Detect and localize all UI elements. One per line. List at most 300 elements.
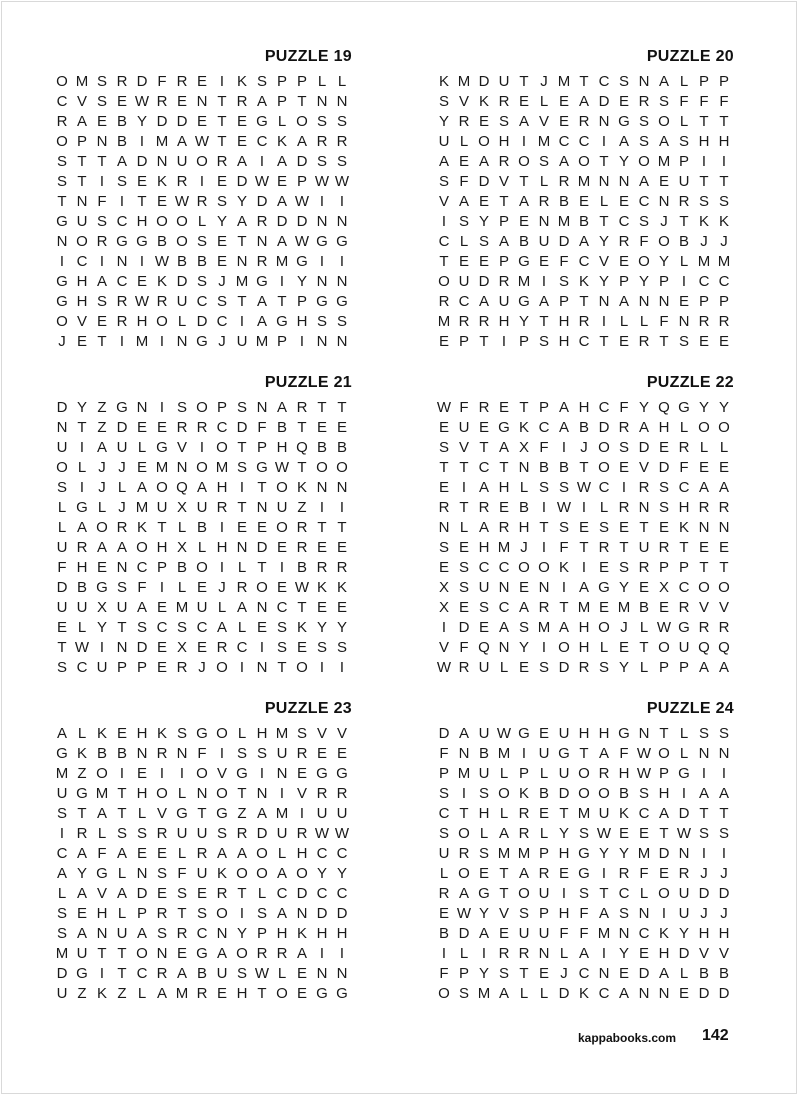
grid-letter: R — [638, 93, 650, 110]
grid-letter: S — [458, 213, 469, 230]
grid-letter: J — [198, 659, 206, 676]
grid-letter: N — [538, 213, 550, 230]
grid-letter: V — [76, 93, 87, 110]
grid-letter: N — [658, 293, 670, 310]
grid-letter — [272, 352, 292, 372]
grid-letter: J — [118, 459, 126, 476]
grid-letter: Y — [598, 273, 609, 290]
grid-letter: S — [618, 439, 629, 456]
grid-letter: N — [156, 945, 168, 962]
grid-letter: U — [336, 805, 348, 822]
grid-letter: M — [477, 985, 491, 1002]
grid-letter: R — [336, 559, 348, 576]
grid-letter: C — [336, 885, 348, 902]
grid-letter: S — [718, 825, 729, 842]
grid-letter: O — [236, 865, 248, 882]
grid-letter: A — [276, 153, 287, 170]
grid-letter: K — [316, 579, 327, 596]
grid-letter: N — [638, 985, 650, 1002]
grid-letter: Y — [76, 865, 87, 882]
grid-letter — [252, 678, 272, 698]
grid-letter: E — [276, 579, 287, 596]
grid-letter: P — [498, 213, 509, 230]
grid-letter: L — [57, 499, 67, 516]
grid-letter: L — [539, 985, 549, 1002]
grid-letter: S — [196, 273, 207, 290]
grid-letter: A — [718, 479, 729, 496]
grid-letter: W — [194, 133, 210, 150]
grid-letter: U — [176, 825, 188, 842]
grid-letter: A — [136, 599, 147, 616]
grid-letter: N — [136, 399, 148, 416]
grid-letter: H — [156, 539, 168, 556]
grid-letter: T — [117, 965, 127, 982]
grid-letter: H — [96, 905, 108, 922]
grid-letter: C — [316, 885, 328, 902]
grid-letter: A — [518, 113, 529, 130]
grid-letter: E — [518, 659, 529, 676]
grid-letter: O — [518, 153, 530, 170]
grid-letter: S — [458, 579, 469, 596]
grid-letter: R — [678, 193, 690, 210]
grid-letter — [152, 352, 172, 372]
grid-letter: Q — [176, 479, 188, 496]
grid-letter: Z — [297, 499, 307, 516]
grid-letter: O — [638, 153, 650, 170]
grid-letter — [332, 1004, 352, 1024]
grid-letter: B — [538, 785, 549, 802]
grid-letter: R — [96, 233, 108, 250]
grid-letter: A — [698, 659, 709, 676]
grid-letter: B — [518, 499, 529, 516]
grid-letter: B — [116, 745, 127, 762]
grid-letter: N — [336, 965, 348, 982]
grid-letter: T — [599, 333, 609, 350]
grid-letter: O — [156, 479, 168, 496]
grid-letter: O — [96, 765, 108, 782]
grid-letter: I — [319, 499, 325, 516]
grid-letter: N — [256, 659, 268, 676]
grid-letter: C — [196, 925, 208, 942]
grid-letter: G — [498, 419, 510, 436]
grid-letter: G — [256, 113, 268, 130]
grid-letter: H — [216, 479, 228, 496]
grid-letter: Y — [618, 153, 629, 170]
grid-letter: P — [678, 659, 689, 676]
grid-letter: K — [558, 559, 569, 576]
grid-letter: B — [116, 113, 127, 130]
grid-letter: P — [136, 905, 147, 922]
grid-letter: D — [718, 985, 730, 1002]
grid-letter: H — [558, 333, 570, 350]
grid-letter: A — [236, 213, 247, 230]
grid-letter: D — [558, 985, 570, 1002]
grid-letter: H — [136, 785, 148, 802]
grid-letter: O — [156, 213, 168, 230]
grid-letter: U — [56, 539, 68, 556]
grid-letter: L — [57, 519, 67, 536]
letter-grid — [52, 72, 352, 372]
grid-letter: G — [56, 745, 68, 762]
grid-letter: A — [498, 825, 509, 842]
grid-letter: O — [598, 439, 610, 456]
grid-letter: G — [678, 399, 690, 416]
grid-letter: T — [77, 805, 87, 822]
grid-letter: A — [96, 539, 107, 556]
grid-letter: E — [296, 765, 307, 782]
grid-letter: J — [720, 865, 728, 882]
grid-letter: O — [216, 725, 228, 742]
grid-letter: U — [458, 273, 470, 290]
grid-letter: I — [119, 333, 125, 350]
grid-letter: E — [518, 579, 529, 596]
grid-letter: H — [276, 439, 288, 456]
grid-letter: J — [520, 539, 528, 556]
grid-letter: O — [638, 253, 650, 270]
grid-letter: D — [296, 153, 308, 170]
grid-letter: C — [136, 965, 148, 982]
grid-letter: T — [97, 945, 107, 962]
grid-letter: N — [316, 273, 328, 290]
grid-letter: R — [598, 765, 610, 782]
grid-letter: L — [137, 985, 147, 1002]
grid-letter: R — [438, 499, 450, 516]
grid-letter: O — [216, 659, 228, 676]
grid-letter: E — [458, 599, 469, 616]
grid-letter — [674, 1004, 694, 1024]
grid-letter — [332, 352, 352, 372]
grid-letter: W — [134, 93, 150, 110]
grid-letter: S — [598, 519, 609, 536]
grid-letter: B — [76, 579, 87, 596]
grid-letter: K — [276, 133, 287, 150]
grid-letter: C — [598, 73, 610, 90]
grid-letter: E — [156, 639, 167, 656]
grid-letter: G — [518, 293, 530, 310]
grid-letter — [232, 678, 252, 698]
grid-letter — [534, 1004, 554, 1024]
grid-letter: I — [239, 659, 245, 676]
grid-letter: N — [718, 519, 730, 536]
grid-letter: R — [196, 419, 208, 436]
grid-letter: D — [136, 153, 148, 170]
grid-letter: I — [541, 639, 547, 656]
grid-letter: L — [237, 559, 247, 576]
grid-letter: M — [95, 785, 109, 802]
grid-letter: R — [538, 599, 550, 616]
grid-letter: H — [276, 925, 288, 942]
grid-letter: I — [441, 619, 447, 636]
grid-letter: G — [116, 233, 128, 250]
grid-letter: G — [176, 805, 188, 822]
grid-letter: E — [76, 905, 87, 922]
grid-letter: U — [598, 805, 610, 822]
grid-letter — [212, 1004, 232, 1024]
grid-letter: F — [459, 399, 469, 416]
grid-letter: A — [658, 73, 669, 90]
grid-letter: R — [478, 313, 490, 330]
grid-letter: O — [256, 845, 268, 862]
grid-letter: K — [76, 745, 87, 762]
grid-letter: I — [701, 845, 707, 862]
grid-letter: G — [56, 273, 68, 290]
grid-letter: T — [317, 519, 327, 536]
grid-letter: M — [497, 745, 511, 762]
grid-letter: R — [76, 539, 88, 556]
grid-letter: D — [458, 619, 470, 636]
grid-letter: A — [458, 193, 469, 210]
grid-letter: Z — [77, 765, 87, 782]
grid-letter: A — [718, 659, 729, 676]
grid-letter: S — [718, 725, 729, 742]
grid-letter: P — [296, 293, 307, 310]
grid-letter: E — [336, 599, 347, 616]
grid-letter: E — [658, 599, 669, 616]
grid-letter: E — [236, 519, 247, 536]
grid-letter: E — [558, 113, 569, 130]
grid-letter: A — [276, 905, 287, 922]
grid-letter: F — [579, 905, 589, 922]
grid-letter: O — [176, 233, 188, 250]
grid-letter: I — [99, 965, 105, 982]
grid-letter: C — [498, 599, 510, 616]
grid-letter: L — [197, 539, 207, 556]
grid-letter: U — [678, 885, 690, 902]
grid-letter — [514, 678, 534, 698]
grid-letter: L — [177, 519, 187, 536]
grid-letter: E — [196, 639, 207, 656]
grid-letter: M — [557, 213, 571, 230]
grid-letter: L — [599, 639, 609, 656]
grid-letter: R — [618, 233, 630, 250]
grid-letter: U — [538, 925, 550, 942]
grid-letter: I — [219, 73, 225, 90]
grid-letter: B — [116, 133, 127, 150]
grid-letter: G — [196, 945, 208, 962]
grid-letter: L — [539, 765, 549, 782]
grid-letter: N — [336, 479, 348, 496]
grid-letter: P — [658, 273, 669, 290]
grid-letter: M — [275, 253, 289, 270]
grid-letter: M — [577, 599, 591, 616]
grid-letter: Q — [658, 399, 670, 416]
grid-letter: N — [316, 333, 328, 350]
grid-letter: K — [296, 479, 307, 496]
grid-letter: N — [678, 313, 690, 330]
grid-letter: U — [76, 213, 88, 230]
grid-letter: P — [538, 905, 549, 922]
grid-letter: G — [56, 293, 68, 310]
grid-letter: A — [256, 313, 267, 330]
grid-letter: K — [478, 93, 489, 110]
grid-letter: H — [718, 133, 730, 150]
grid-letter: O — [598, 785, 610, 802]
grid-letter: T — [659, 333, 669, 350]
grid-letter: E — [458, 253, 469, 270]
grid-letter: U — [538, 233, 550, 250]
grid-letter: R — [156, 293, 168, 310]
grid-letter: M — [437, 313, 451, 330]
grid-letter: D — [256, 193, 268, 210]
grid-letter: S — [176, 725, 187, 742]
grid-letter — [292, 1004, 312, 1024]
grid-letter: P — [718, 293, 729, 310]
grid-letter: R — [558, 173, 570, 190]
grid-letter: O — [578, 153, 590, 170]
grid-letter: G — [296, 253, 308, 270]
grid-letter: Y — [316, 619, 327, 636]
grid-letter: E — [216, 233, 227, 250]
grid-letter: C — [558, 133, 570, 150]
grid-letter: R — [458, 113, 470, 130]
grid-letter: D — [698, 885, 710, 902]
grid-letter — [192, 678, 212, 698]
grid-letter: B — [558, 193, 569, 210]
grid-letter: U — [498, 73, 510, 90]
grid-letter: E — [96, 313, 107, 330]
grid-letter: L — [539, 93, 549, 110]
grid-letter: A — [478, 519, 489, 536]
grid-letter: T — [117, 785, 127, 802]
grid-letter — [132, 352, 152, 372]
grid-letter: R — [156, 905, 168, 922]
grid-letter: N — [718, 745, 730, 762]
grid-letter — [92, 352, 112, 372]
grid-letter: A — [116, 885, 127, 902]
grid-letter: M — [637, 845, 651, 862]
grid-letter: I — [299, 805, 305, 822]
grid-letter: U — [76, 599, 88, 616]
grid-letter: A — [276, 193, 287, 210]
grid-letter: F — [559, 925, 569, 942]
grid-letter: H — [76, 559, 88, 576]
grid-letter: L — [499, 805, 509, 822]
grid-letter: D — [478, 173, 490, 190]
grid-letter: I — [199, 173, 205, 190]
grid-letter: I — [681, 273, 687, 290]
grid-letter: E — [678, 293, 689, 310]
grid-letter: H — [498, 479, 510, 496]
grid-letter: U — [558, 725, 570, 742]
grid-letter: L — [679, 113, 689, 130]
grid-letter: N — [116, 639, 128, 656]
grid-letter: N — [136, 745, 148, 762]
grid-letter: H — [698, 133, 710, 150]
grid-letter: J — [218, 333, 226, 350]
grid-letter: R — [316, 559, 328, 576]
grid-letter: J — [218, 579, 226, 596]
grid-letter: L — [77, 619, 87, 636]
grid-letter: F — [257, 419, 267, 436]
puzzle-title: PUZZLE 23 — [264, 700, 352, 717]
grid-letter: S — [316, 313, 327, 330]
grid-letter: C — [458, 293, 470, 310]
grid-letter: I — [159, 579, 165, 596]
grid-letter: Y — [336, 619, 347, 636]
grid-letter: R — [518, 945, 530, 962]
grid-letter: X — [176, 639, 187, 656]
grid-letter: R — [316, 785, 328, 802]
grid-letter: C — [336, 845, 348, 862]
grid-letter: C — [578, 965, 590, 982]
grid-letter — [514, 352, 534, 372]
grid-letter: V — [438, 639, 449, 656]
grid-letter: L — [619, 313, 629, 330]
grid-letter: I — [601, 133, 607, 150]
grid-letter: S — [116, 825, 127, 842]
grid-letter: I — [541, 273, 547, 290]
grid-letter: R — [618, 419, 630, 436]
grid-letter: V — [698, 945, 709, 962]
grid-letter: E — [458, 153, 469, 170]
grid-letter: U — [458, 419, 470, 436]
grid-letter: E — [458, 539, 469, 556]
grid-letter: N — [256, 499, 268, 516]
grid-letter: L — [237, 725, 247, 742]
grid-letter: C — [618, 213, 630, 230]
grid-letter: N — [458, 745, 470, 762]
grid-letter: T — [317, 399, 327, 416]
grid-letter: Y — [316, 865, 327, 882]
grid-letter: E — [156, 885, 167, 902]
grid-letter: S — [678, 133, 689, 150]
grid-letter: E — [478, 113, 489, 130]
grid-letter: N — [518, 459, 530, 476]
grid-letter: M — [175, 599, 189, 616]
grid-letter: E — [196, 73, 207, 90]
grid-letter: I — [99, 639, 105, 656]
grid-letter: B — [196, 253, 207, 270]
grid-letter: E — [518, 213, 529, 230]
grid-letter: V — [598, 253, 609, 270]
grid-letter: T — [337, 519, 347, 536]
grid-letter: B — [518, 233, 529, 250]
grid-letter: T — [699, 805, 709, 822]
grid-letter: P — [558, 293, 569, 310]
grid-letter: R — [478, 499, 490, 516]
grid-letter: S — [176, 885, 187, 902]
grid-letter: I — [79, 479, 85, 496]
grid-letter: W — [174, 193, 190, 210]
puzzle-title: PUZZLE 19 — [264, 48, 352, 65]
grid-letter: I — [139, 133, 145, 150]
grid-letter: O — [176, 213, 188, 230]
grid-letter: I — [59, 825, 65, 842]
grid-letter: R — [256, 213, 268, 230]
grid-letter: T — [77, 419, 87, 436]
grid-letter: C — [718, 273, 730, 290]
grid-letter: S — [216, 825, 227, 842]
grid-letter: R — [618, 499, 630, 516]
grid-letter: J — [580, 439, 588, 456]
grid-letter: B — [558, 459, 569, 476]
grid-letter: E — [498, 925, 509, 942]
grid-letter: L — [257, 885, 267, 902]
grid-letter: W — [334, 825, 350, 842]
grid-letter — [574, 1004, 594, 1024]
grid-letter: C — [236, 639, 248, 656]
grid-letter: N — [336, 333, 348, 350]
grid-letter: L — [639, 659, 649, 676]
grid-letter: H — [658, 785, 670, 802]
grid-letter: A — [478, 293, 489, 310]
grid-letter: S — [296, 725, 307, 742]
grid-letter: A — [216, 619, 227, 636]
grid-letter: N — [76, 193, 88, 210]
grid-letter: S — [698, 193, 709, 210]
grid-letter: E — [558, 865, 569, 882]
grid-letter: S — [638, 785, 649, 802]
